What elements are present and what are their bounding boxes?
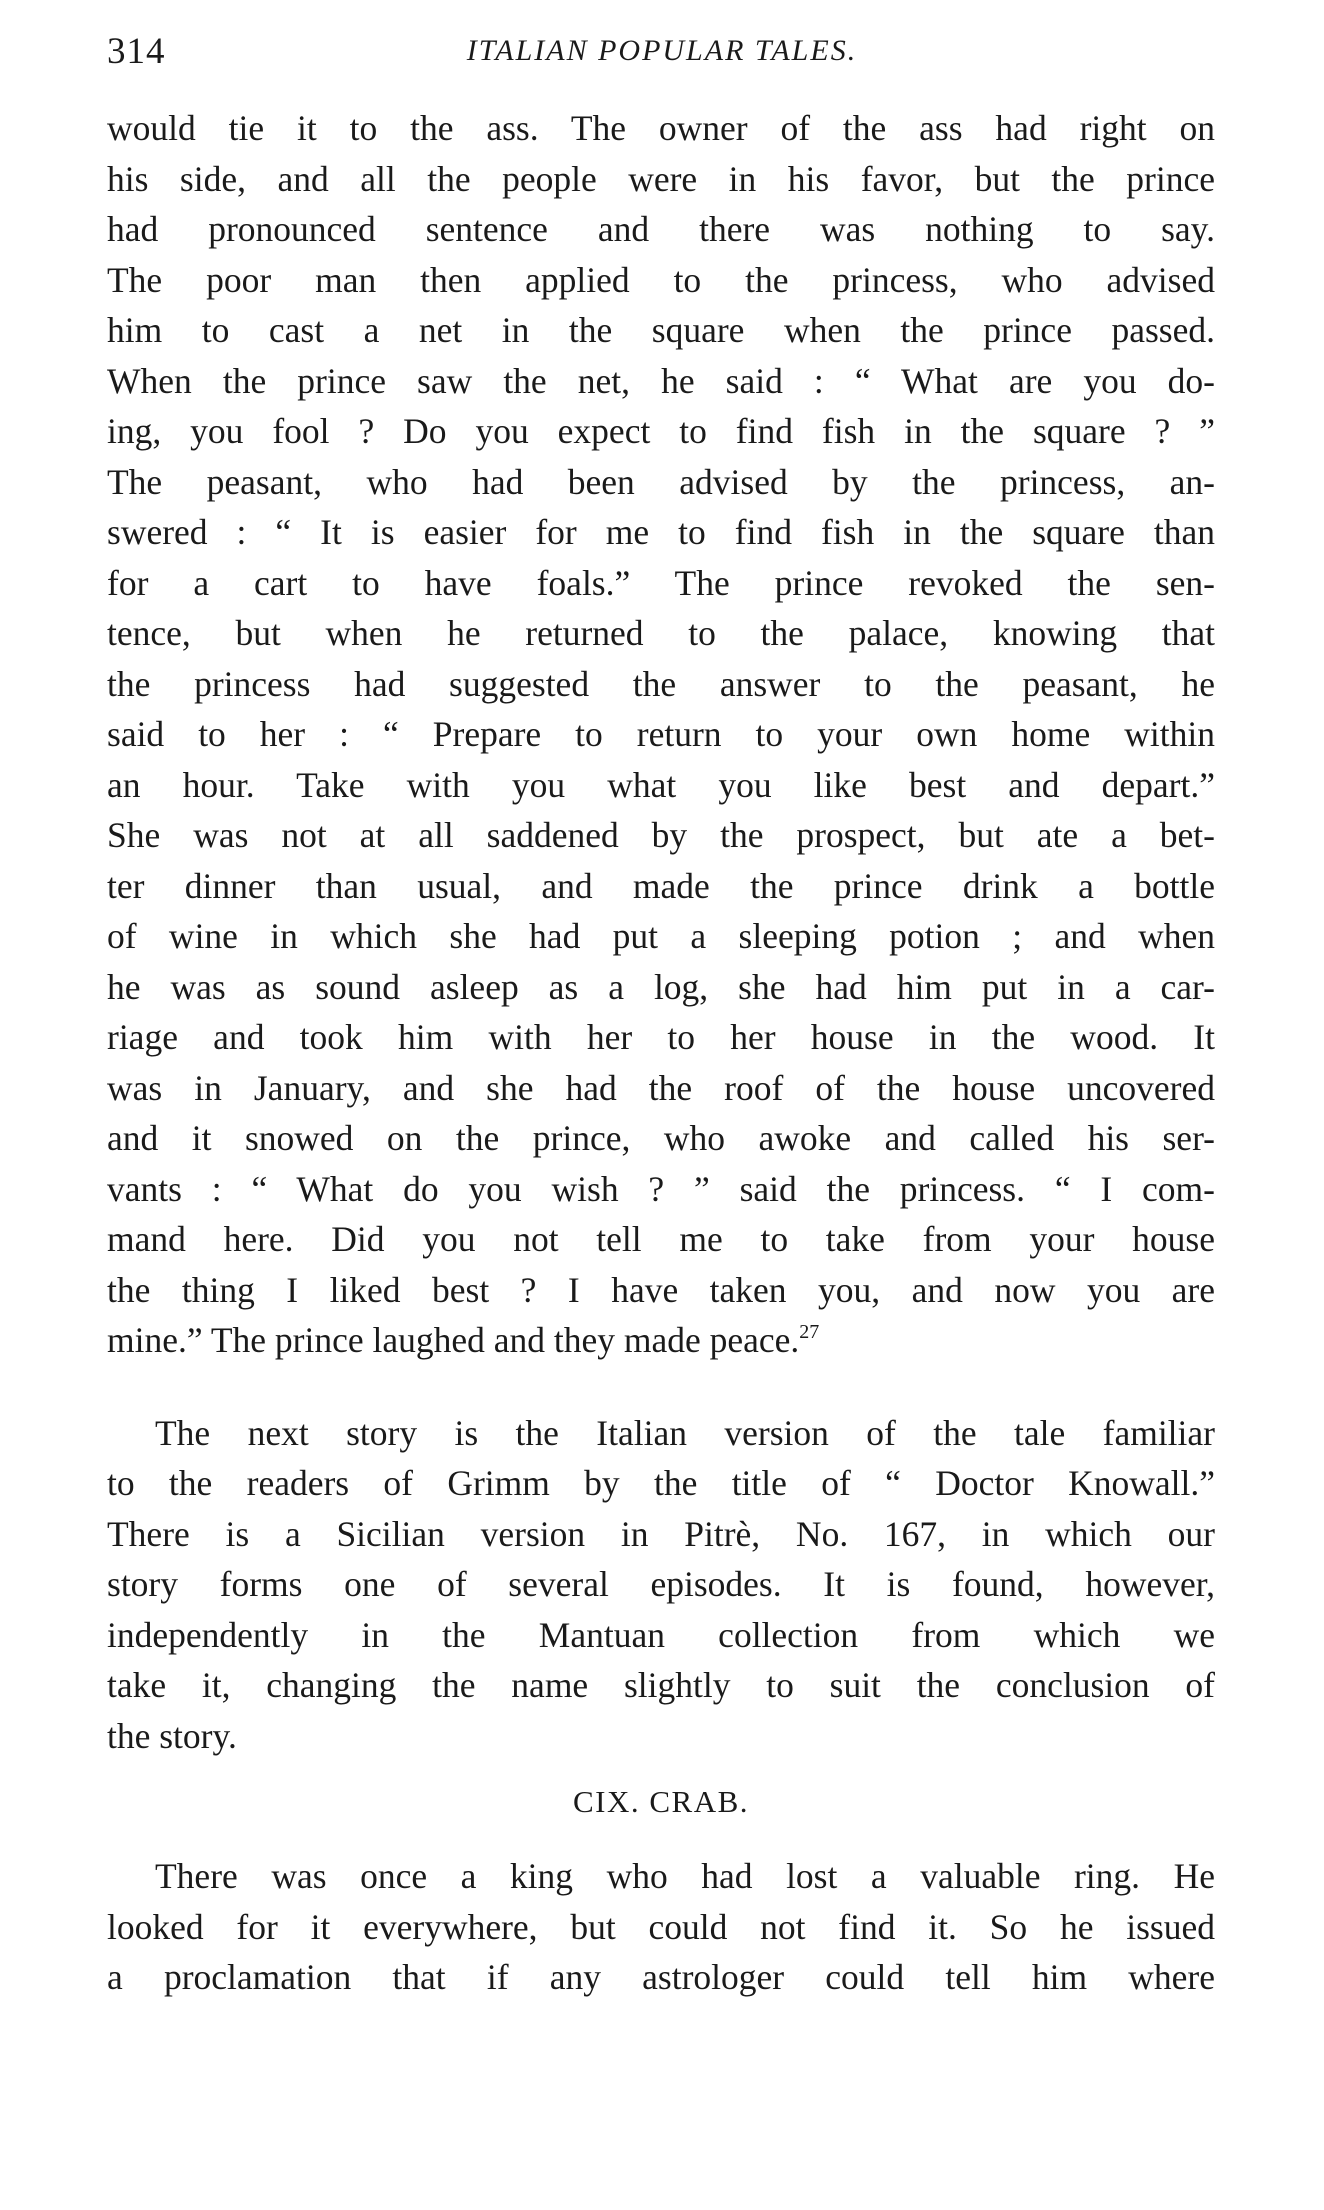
text-line: There was once a king who had lost a valuable ring. He: [155, 1856, 1215, 1896]
text-line-last: the story.: [107, 1715, 237, 1756]
paragraph-continued-story: [107, 103, 1215, 1366]
text-line: would tie it to the ass. The owner of the ass had right on: [107, 108, 1215, 148]
text-line: The next story is the Italian version of the tale familiar: [155, 1412, 1215, 1453]
text-line: said to her : “ Prepare to return to your own home within: [107, 714, 1215, 754]
text-line: vants : “ What do you wish ? ” said the princess. “ I com-: [107, 1168, 1215, 1209]
paragraph-story-start: [107, 1851, 1215, 2003]
text-line: a proclamation that if any astrologer could tell him where: [107, 1957, 1215, 1997]
text-line: The peasant, who had been advised by the princess, an-: [107, 461, 1215, 502]
paragraph-introduction: [107, 1408, 1215, 1762]
text-line: him to cast a net in the square when the prince passed.: [107, 310, 1215, 350]
text-line: ing, you fool ? Do you expect to find fish in the square ? ”: [107, 411, 1215, 451]
text-line: riage and took him with her to her house in the wood. It: [107, 1017, 1215, 1057]
running-title: ITALIAN POPULAR TALES.: [466, 34, 858, 67]
last-line-text: mine.” The prince laughed and they made peace.: [107, 1320, 800, 1360]
footnote-reference[interactable]: 27: [799, 1321, 820, 1343]
text-line: The poor man then applied to the princess, who advised: [107, 259, 1215, 300]
text-line: to the readers of Grimm by the title of “ Doctor Knowall.”: [107, 1463, 1215, 1503]
text-line: tence, but when he returned to the palace, knowing that: [107, 613, 1215, 653]
text-line: ter dinner than usual, and made the prince drink a bottle: [107, 865, 1215, 906]
page-number: 314: [107, 31, 166, 72]
running-header: [107, 28, 1217, 80]
text-line: his side, and all the people were in his favor, but the prince: [107, 158, 1215, 199]
text-line: an hour. Take with you what you like best and depart.”: [107, 764, 1215, 805]
text-line: and it snowed on the prince, who awoke and called his ser-: [107, 1118, 1215, 1158]
paragraph-spacer: [107, 1366, 1215, 1408]
text-line: take it, changing the name slightly to suit the conclusion of: [107, 1665, 1215, 1705]
text-line-last: [107, 1315, 1215, 1366]
text-line: of wine in which she had put a sleeping potion ; and when: [107, 916, 1215, 956]
section-heading: CIX. CRAB.: [572, 1784, 750, 1819]
text-line: had pronounced sentence and there was nothing to say.: [107, 209, 1215, 249]
text-line: the princess had suggested the answer to the peasant, he: [107, 663, 1215, 704]
text-line: was in January, and she had the roof of the house uncovered: [107, 1067, 1215, 1108]
text-line: story forms one of several episodes. It is found, however,: [107, 1564, 1215, 1604]
text-line: She was not at all saddened by the prospect, but ate a bet-: [107, 815, 1215, 855]
text-line: he was as sound asleep as a log, she had him put in a car-: [107, 966, 1215, 1007]
text-line: mand here. Did you not tell me to take from your house: [107, 1219, 1215, 1259]
text-line: the thing I liked best ? I have taken you, and now you are: [107, 1269, 1215, 1310]
body-text: [107, 103, 1215, 2003]
text-line: for a cart to have foals.” The prince revoked the sen-: [107, 562, 1215, 603]
text-line: swered : “ It is easier for me to find fish in the square than: [107, 512, 1215, 552]
text-line: When the prince saw the net, he said : “ What are you do-: [107, 360, 1215, 401]
text-line: looked for it everywhere, but could not find it. So he issued: [107, 1906, 1215, 1947]
text-line: independently in the Mantuan collection from which we: [107, 1614, 1215, 1655]
text-line: There is a Sicilian version in Pitrè, No. 167, in which our: [107, 1513, 1215, 1554]
